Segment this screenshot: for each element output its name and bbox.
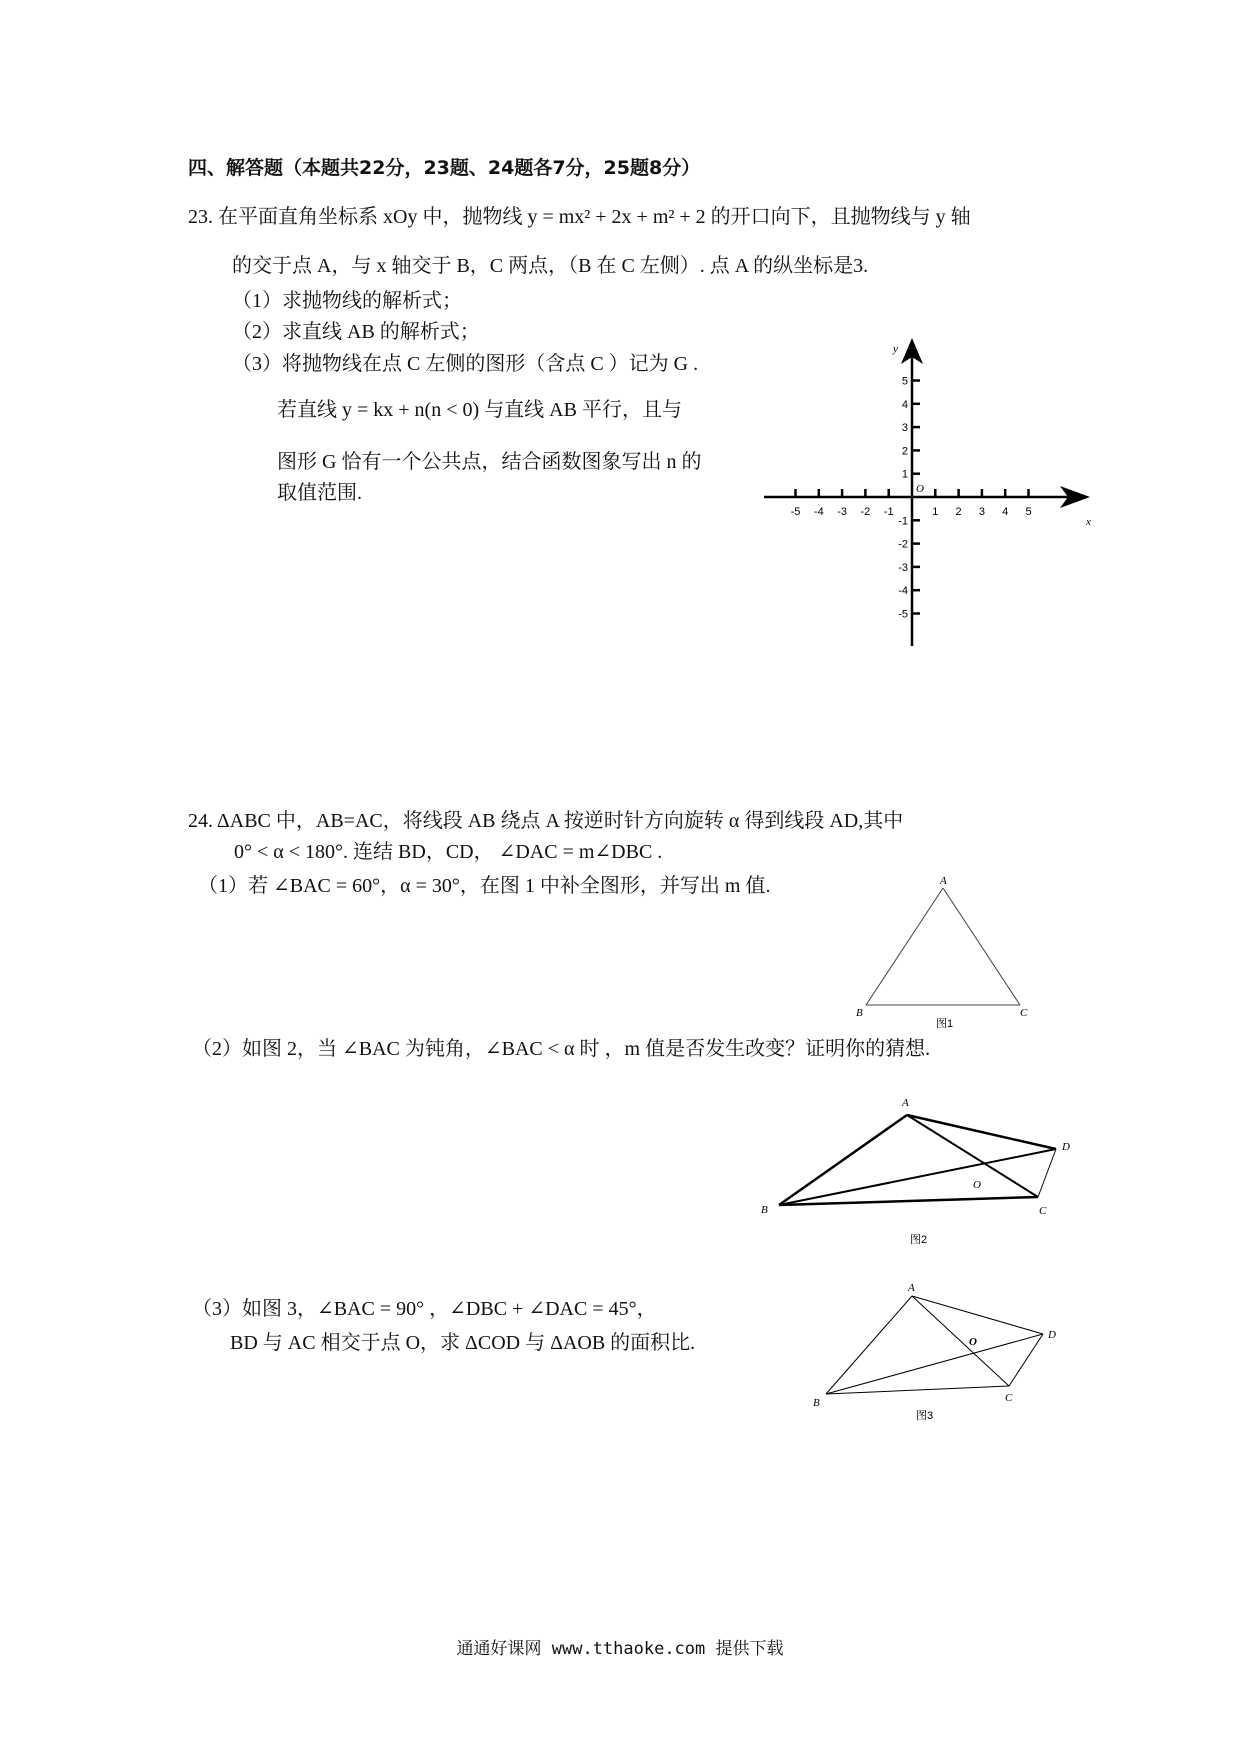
q24-part1: （1）若 ∠BAC = 60°，α = 30°，在图 1 中补全图形，并写出 m 值. bbox=[198, 875, 771, 897]
origin-label: O bbox=[916, 483, 924, 495]
x-tick-label: -1 bbox=[883, 506, 894, 518]
figure-2 bbox=[779, 1115, 1056, 1205]
y-tick-label: 3 bbox=[901, 422, 908, 435]
x-tick-label: 4 bbox=[1002, 506, 1009, 518]
q24-part2: （2）如图 2，当 ∠BAC 为钝角，∠BAC < α 时 ，m 值是否发生改变？证明你的猜想. bbox=[192, 1038, 931, 1060]
q23-line2: 的交于点 A，与 x 轴交于 B，C 两点，（B 在 C 左侧）. 点 A 的纵坐标是3. bbox=[232, 255, 869, 277]
fig2-label-B: B bbox=[761, 1204, 768, 1216]
fig1-caption: 图1 bbox=[936, 1018, 954, 1030]
y-tick-label: -3 bbox=[898, 561, 908, 574]
q24-line2: 0° < α < 180°. 连结 BD，CD， ∠DAC = m∠DBC . bbox=[234, 841, 663, 863]
q23-part1: （1）求抛物线的解析式； bbox=[232, 290, 462, 312]
section-heading: 四、解答题（本题共22分，23题、24题各7分，25题8分） bbox=[188, 157, 701, 179]
fig1-label-A: A bbox=[940, 875, 947, 887]
x-tick-label: 5 bbox=[1025, 506, 1032, 518]
y-tick-label: 2 bbox=[901, 445, 908, 458]
segment-BC bbox=[826, 1386, 1009, 1394]
fig1-label-B: B bbox=[856, 1007, 863, 1019]
x-tick-label: -2 bbox=[860, 506, 871, 518]
y-tick-label: 1 bbox=[901, 468, 908, 481]
x-tick-label: -4 bbox=[813, 506, 824, 518]
y-axis-label: y bbox=[893, 343, 898, 355]
x-tick-label: 2 bbox=[955, 506, 962, 518]
fig3-caption: 图3 bbox=[916, 1410, 934, 1422]
x-tick-label: -3 bbox=[837, 506, 847, 518]
fig3-label-B: B bbox=[813, 1397, 820, 1409]
q23-part2: （2）求直线 AB 的解析式； bbox=[232, 321, 480, 343]
fig3-label-A: A bbox=[908, 1282, 915, 1294]
q24-part3-line2: BD 与 AC 相交于点 O，求 ΔCOD 与 ΔAOB 的面积比. bbox=[230, 1332, 696, 1354]
y-tick-label: -4 bbox=[898, 585, 908, 598]
segment-AD bbox=[912, 1296, 1043, 1334]
fig2-label-O: O bbox=[973, 1179, 981, 1191]
q24-part3-line1: （3）如图 3，∠BAC = 90° ，∠DBC + ∠DAC = 45°， bbox=[192, 1298, 657, 1320]
fig2-label-C: C bbox=[1039, 1205, 1047, 1217]
fig2-label-A: A bbox=[902, 1097, 909, 1109]
segment-BD bbox=[826, 1334, 1043, 1394]
y-tick-label: -2 bbox=[898, 538, 908, 551]
segment-AD bbox=[907, 1115, 1056, 1149]
x-axis-label: x bbox=[1086, 516, 1091, 528]
q23-part3: （3）将抛物线在点 C 左侧的图形（含点 C ）记为 G . bbox=[232, 353, 699, 375]
fig1-label-C: C bbox=[1020, 1007, 1028, 1019]
figure-1 bbox=[866, 888, 1020, 1005]
y-tick-label: -1 bbox=[898, 515, 908, 528]
footer-watermark: 通通好课网 www.tthaoke.com 提供下载 bbox=[456, 1639, 784, 1659]
x-tick-label: 1 bbox=[932, 506, 939, 518]
fig2-label-D: D bbox=[1062, 1141, 1070, 1153]
y-tick-label: 5 bbox=[901, 375, 908, 388]
segment-BC bbox=[779, 1197, 1038, 1205]
segment-CD bbox=[1038, 1149, 1056, 1197]
segment-AB bbox=[866, 888, 943, 1005]
q23-line1: 23. 在平面直角坐标系 xOy 中，抛物线 y = mx² + 2x + m² + 2 的开口向下，且抛物线与 y 轴 bbox=[188, 206, 971, 228]
y-tick-label: -5 bbox=[898, 608, 908, 621]
segment-AC bbox=[943, 888, 1020, 1005]
q23-part3-line2: 若直线 y = kx + n(n < 0) 与直线 AB 平行，且与 bbox=[277, 399, 682, 421]
q23-part3-line3: 图形 G 恰有一个公共点，结合函数图象写出 n 的 bbox=[277, 451, 702, 473]
x-tick-label: 3 bbox=[978, 506, 985, 518]
y-tick-label: 4 bbox=[901, 398, 908, 411]
figure-3 bbox=[826, 1296, 1043, 1394]
fig3-label-C: C bbox=[1005, 1392, 1013, 1404]
x-tick-label: -5 bbox=[790, 506, 801, 518]
segment-AC bbox=[912, 1296, 1009, 1386]
fig2-caption: 图2 bbox=[910, 1234, 928, 1246]
q24-line1: 24. ΔABC 中，AB=AC，将线段 AB 绕点 A 按逆时针方向旋转 α 得到线段 AD,其中 bbox=[188, 810, 904, 832]
q23-part3-line4: 取值范围. bbox=[277, 482, 362, 504]
fig3-label-O: O bbox=[969, 1336, 977, 1348]
fig3-label-D: D bbox=[1048, 1329, 1056, 1341]
segment-AB bbox=[826, 1296, 912, 1394]
